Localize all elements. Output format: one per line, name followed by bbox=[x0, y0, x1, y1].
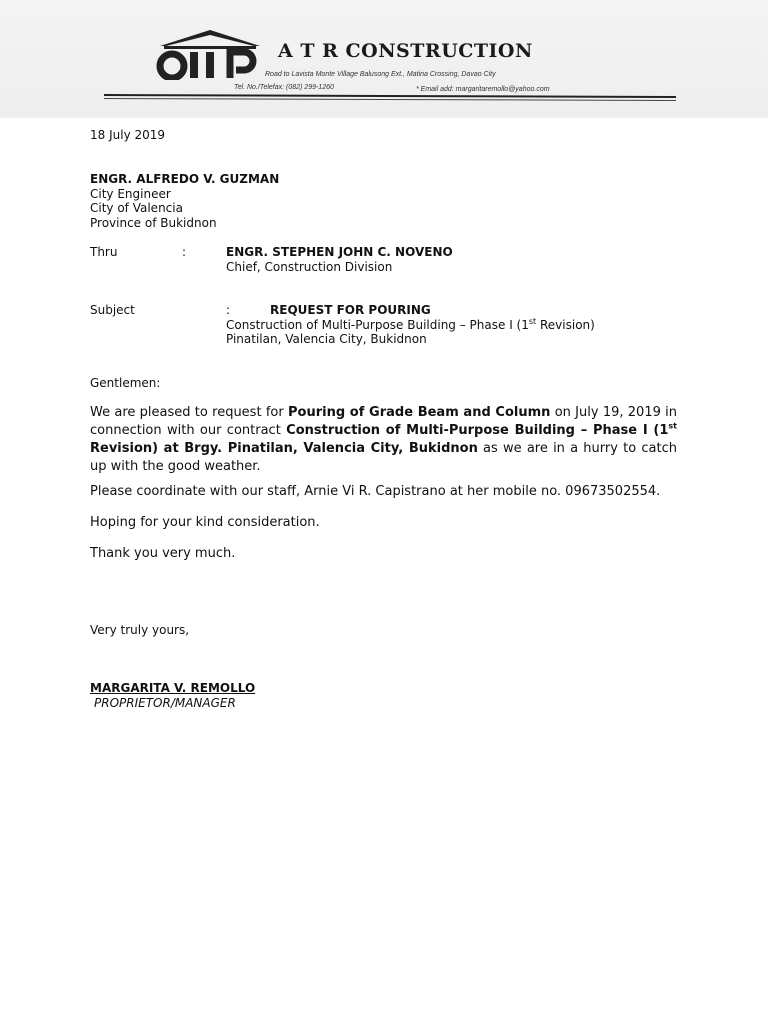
body-paragraph-thanks: Thank you very much. bbox=[90, 546, 236, 561]
subject-colon: : bbox=[226, 303, 231, 317]
thru-name: ENGR. STEPHEN JOHN C. NOVENO bbox=[226, 245, 453, 259]
thru-label: Thru bbox=[90, 245, 118, 259]
recipient-province: Province of Bukidnon bbox=[90, 216, 217, 230]
company-logo-icon bbox=[150, 28, 270, 80]
thru-colon: : bbox=[182, 245, 187, 259]
company-address: Road to Lavista Monte Village Balusong Ext., Matina Crossing, Davao City bbox=[265, 71, 496, 78]
company-email: * Email add: margaritaremollo@yahoo.com bbox=[416, 86, 550, 93]
company-name: A T R CONSTRUCTION bbox=[278, 40, 533, 62]
company-telephone: Tel. No./Telefax: (082) 299-1260 bbox=[234, 84, 334, 91]
body-paragraph-coordinate: Please coordinate with our staff, Arnie Vi R. Capistrano at her mobile no. 09673502554. bbox=[90, 484, 661, 499]
recipient-title: City Engineer bbox=[90, 187, 171, 201]
body-paragraph-request: We are pleased to request for Pouring of Grade Beam and Column on July 19, 2019 in connection with our contract Construction of Multi-Purpose Building – Phase I (1st Revision) at Brgy. Pinatilan, Valencia City, Bukidnon as we are in a hurry to catch up with the good weather. bbox=[90, 405, 677, 474]
subject-location: Pinatilan, Valencia City, Bukidnon bbox=[226, 332, 427, 346]
subject-label: Subject bbox=[90, 303, 135, 317]
closing: Very truly yours, bbox=[90, 623, 190, 637]
signatory-position: PROPRIETOR/MANAGER bbox=[94, 696, 236, 710]
letterhead-divider-thin bbox=[104, 98, 676, 101]
signatory-name: MARGARITA V. REMOLLO bbox=[90, 681, 256, 695]
letterhead bbox=[0, 0, 768, 118]
salutation: Gentlemen: bbox=[90, 376, 161, 390]
subject-title: REQUEST FOR POURING bbox=[270, 303, 431, 317]
recipient-city: City of Valencia bbox=[90, 201, 183, 215]
thru-position: Chief, Construction Division bbox=[226, 260, 393, 274]
letter-date: 18 July 2019 bbox=[90, 128, 166, 142]
recipient-name: ENGR. ALFREDO V. GUZMAN bbox=[90, 172, 280, 186]
subject-project: Construction of Multi-Purpose Building – Phase I (1st Revision) bbox=[226, 317, 595, 332]
body-paragraph-consideration: Hoping for your kind consideration. bbox=[90, 515, 320, 530]
